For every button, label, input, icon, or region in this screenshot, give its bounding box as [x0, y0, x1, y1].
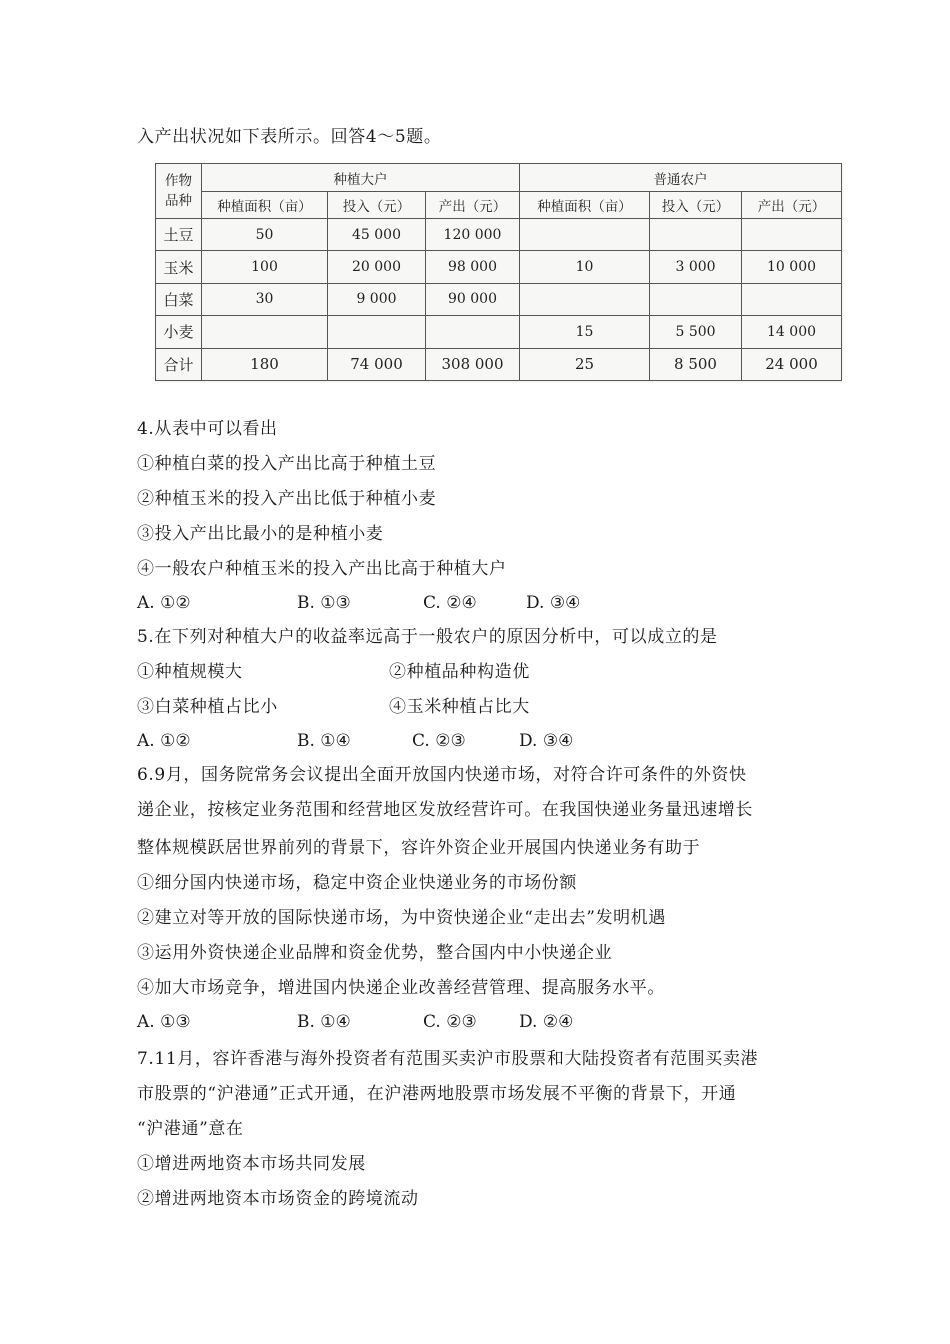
- q5-stem: 5.在下列对种植大户的收益率远高于一般农户的原因分析中，可以成立的是: [137, 627, 718, 647]
- q5-item: ①种植规模大: [137, 662, 243, 682]
- table-cell: 120 000: [426, 219, 520, 251]
- table-cell: 100: [202, 251, 328, 283]
- table-cell: 10 000: [742, 251, 842, 283]
- row-label: 玉米: [156, 251, 202, 283]
- table-cell: [520, 283, 650, 315]
- table-cell: 30: [202, 283, 328, 315]
- table-row: [156, 219, 842, 251]
- q5-option-d[interactable]: D. ③④: [519, 731, 574, 751]
- q6-option-a[interactable]: A. ①③: [137, 1012, 191, 1032]
- table-cell: 45 000: [328, 219, 426, 251]
- q4-item: ④一般农户种植玉米的投入产出比高于种植大户: [137, 559, 507, 579]
- sub-header: 投入（元）: [650, 192, 742, 219]
- table-cell: 10: [520, 251, 650, 283]
- q6-item: ①细分国内快递市场，稳定中资企业快递业务的市场份额: [137, 873, 577, 893]
- table-row: [156, 251, 842, 283]
- table-cell: 98 000: [426, 251, 520, 283]
- q5-option-a[interactable]: A. ①②: [137, 731, 191, 751]
- sub-header: 投入（元）: [328, 192, 426, 219]
- table-cell: 50: [202, 219, 328, 251]
- table-cell: [742, 283, 842, 315]
- q4-stem: 4.从表中可以看出: [137, 419, 278, 439]
- q6-stem-line: 递企业，按核定业务范围和经营地区发放经营许可。在我国快递业务量迅速增长: [137, 800, 753, 820]
- corner-header: [156, 164, 202, 219]
- table-cell: 24 000: [742, 348, 842, 380]
- q6-item: ②建立对等开放的国际快递市场，为中资快递企业“走出去”发明机遇: [137, 908, 666, 928]
- table-cell: 20 000: [328, 251, 426, 283]
- row-label: 白菜: [156, 283, 202, 315]
- q5-item: ②种植品种构造优: [389, 662, 530, 682]
- table-cell: 90 000: [426, 283, 520, 315]
- table-cell: 5 500: [650, 316, 742, 348]
- q7-stem-line: 市股票的“沪港通”正式开通，在沪港两地股票市场发展不平衡的背景下，开通: [137, 1084, 737, 1104]
- group-header-large-farmer: 种植大户: [202, 164, 520, 192]
- intro-text: 入产出状况如下表所示。回答4～5题。: [137, 127, 442, 147]
- table-cell: [742, 219, 842, 251]
- q6-stem-line: 整体规模跃居世界前列的背景下，容许外资企业开展国内快递业务有助于: [137, 838, 701, 858]
- sub-header: 产出（元）: [426, 192, 520, 219]
- row-label: 合计: [156, 348, 202, 380]
- table-row: [156, 283, 842, 315]
- table-cell: 14 000: [742, 316, 842, 348]
- table-cell: 180: [202, 348, 328, 380]
- q5-option-b[interactable]: B. ①④: [297, 731, 351, 751]
- q7-stem-line: 7.11月，容许香港与海外投资者有范围买卖沪市股票和大陆投资者有范围买卖港: [137, 1049, 759, 1069]
- table-row-total: [156, 348, 842, 380]
- table-row: [156, 316, 842, 348]
- q6-stem-line: 6.9月，国务院常务会议提出全面开放国内快递市场，对符合许可条件的外资快: [137, 765, 747, 785]
- q7-item: ②增进两地资本市场资金的跨境流动: [137, 1189, 419, 1209]
- sub-header: 种植面积（亩）: [202, 192, 328, 219]
- table-cell: [328, 316, 426, 348]
- table-cell: 25: [520, 348, 650, 380]
- q4-item: ③投入产出比最小的是种植小麦: [137, 524, 384, 544]
- table-cell: 15: [520, 316, 650, 348]
- row-label: 土豆: [156, 219, 202, 251]
- table-cell: [650, 219, 742, 251]
- table-cell: 9 000: [328, 283, 426, 315]
- q6-option-b[interactable]: B. ①④: [297, 1012, 351, 1032]
- table-cell: 8 500: [650, 348, 742, 380]
- q6-item: ④加大市场竞争，增进国内快递企业改善经营管理、提高服务水平。: [137, 978, 665, 998]
- q5-item: ③白菜种植占比小: [137, 697, 278, 717]
- q6-item: ③运用外资快递企业品牌和资金优势，整合国内中小快递企业: [137, 943, 613, 963]
- q6-option-d[interactable]: D. ②④: [519, 1012, 574, 1032]
- q4-option-d[interactable]: D. ③④: [526, 593, 581, 613]
- q4-option-b[interactable]: B. ①③: [297, 593, 351, 613]
- table-cell: [520, 219, 650, 251]
- q4-option-c[interactable]: C. ②④: [423, 593, 477, 613]
- corner-header-line2: 品种: [165, 193, 192, 209]
- q7-stem-line: “沪港通”意在: [137, 1119, 244, 1139]
- q4-item: ②种植玉米的投入产出比低于种植小麦: [137, 489, 437, 509]
- table-cell: [426, 316, 520, 348]
- group-header-ordinary-farmer: 普通农户: [520, 164, 842, 192]
- sub-header: 种植面积（亩）: [520, 192, 650, 219]
- table-cell: 3 000: [650, 251, 742, 283]
- corner-header-line1: 作物: [165, 173, 192, 189]
- table-cell: 74 000: [328, 348, 426, 380]
- q7-item: ①增进两地资本市场共同发展: [137, 1154, 366, 1174]
- crop-table: [155, 163, 843, 383]
- q6-option-c[interactable]: C. ②③: [423, 1012, 477, 1032]
- q5-item: ④玉米种植占比大: [389, 697, 530, 717]
- q4-item: ①种植白菜的投入产出比高于种植土豆: [137, 454, 437, 474]
- table-cell: 308 000: [426, 348, 520, 380]
- sub-header: 产出（元）: [742, 192, 842, 219]
- q5-option-c[interactable]: C. ②③: [412, 731, 466, 751]
- table-cell: [202, 316, 328, 348]
- q4-option-a[interactable]: A. ①②: [137, 593, 191, 613]
- row-label: 小麦: [156, 316, 202, 348]
- table-cell: [650, 283, 742, 315]
